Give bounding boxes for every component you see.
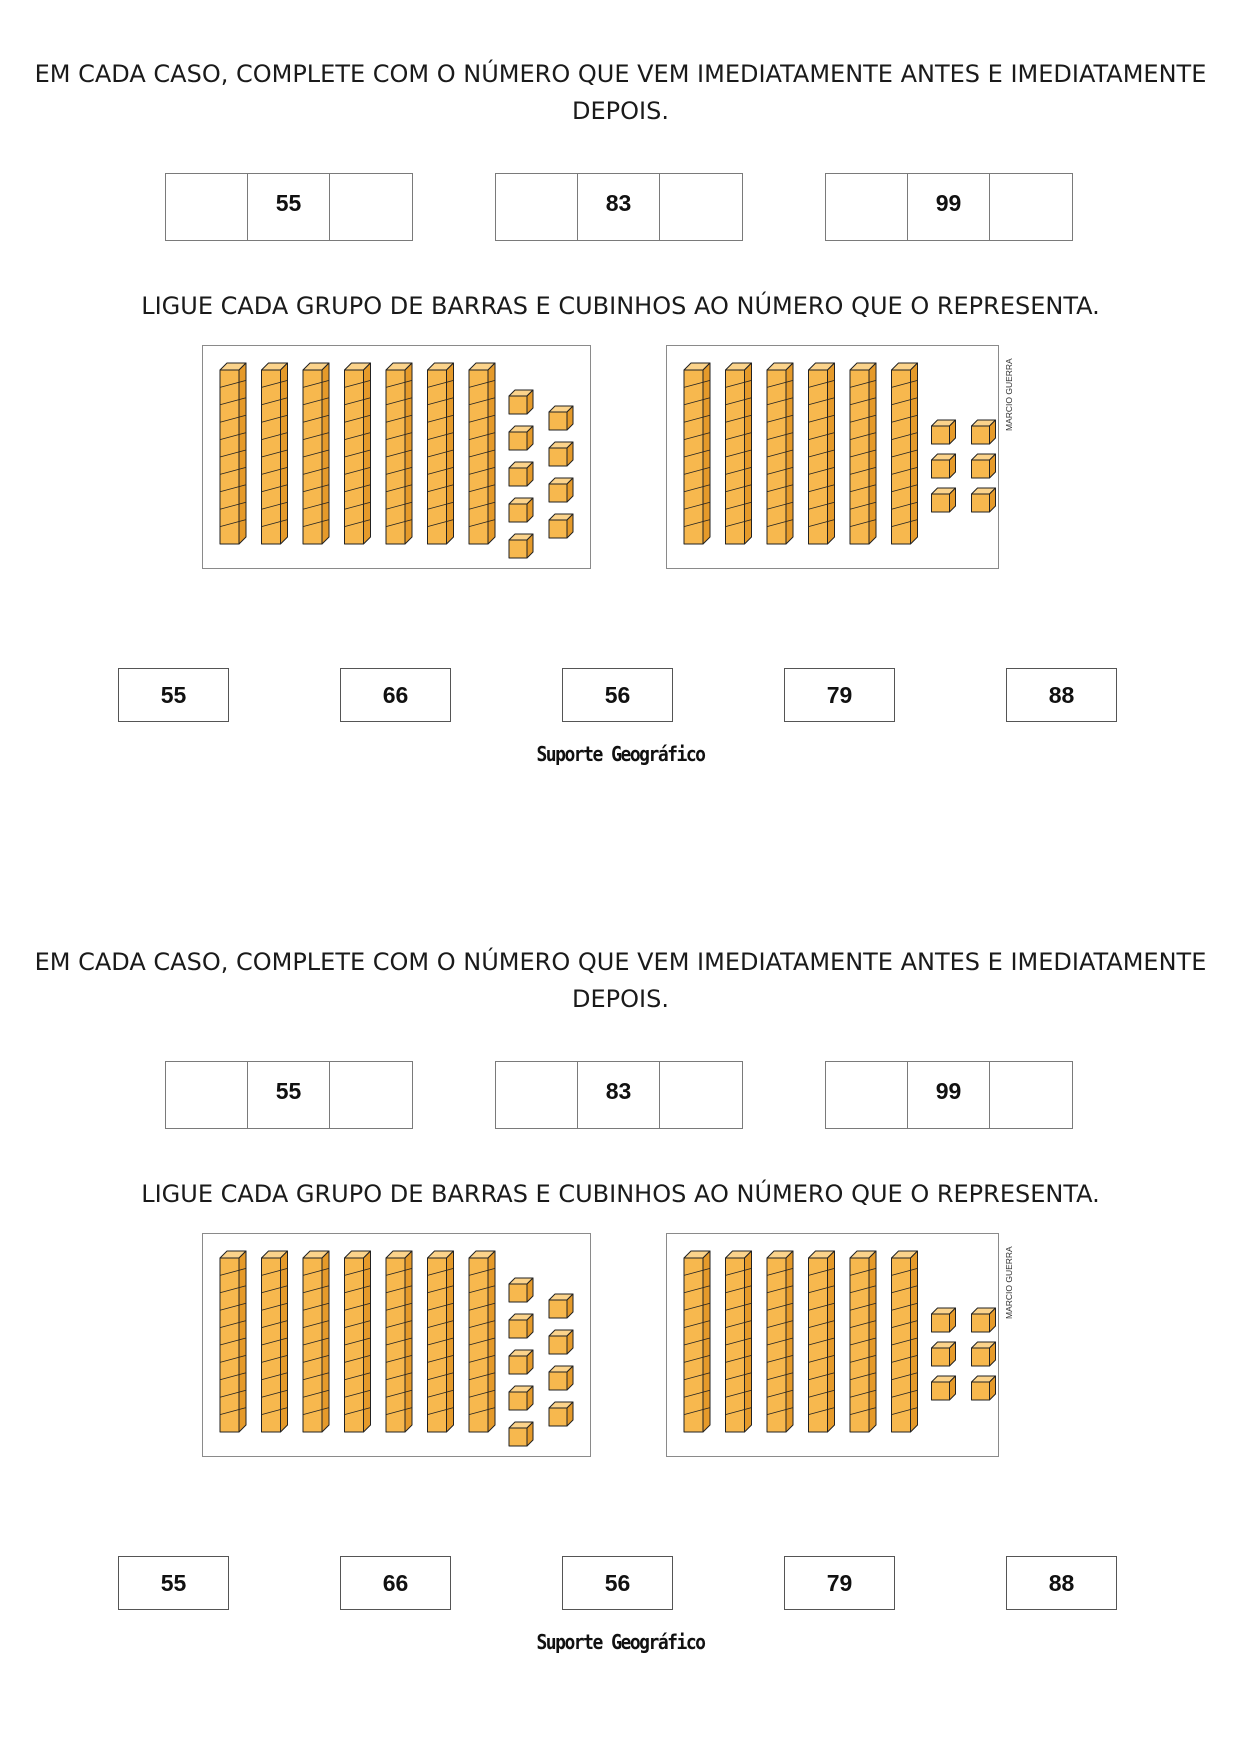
ten-bar-side — [869, 363, 876, 544]
base-ten-blocks-illustration — [667, 1234, 998, 1456]
unit-cube-front — [509, 468, 527, 486]
unit-cube-front — [972, 494, 990, 512]
ten-bar-front — [850, 1258, 869, 1432]
blank-after-input[interactable] — [660, 174, 742, 240]
ten-bar-side — [239, 363, 246, 544]
unit-cube — [509, 1314, 533, 1338]
ten-bar — [767, 1251, 793, 1432]
ten-bar-side — [364, 1251, 371, 1432]
sequence-box — [495, 173, 743, 241]
unit-cube — [972, 1342, 996, 1366]
unit-cube — [932, 1342, 956, 1366]
unit-cube — [549, 406, 573, 430]
ten-bar — [220, 1251, 246, 1432]
unit-cube-front — [509, 1392, 527, 1410]
ten-bar-side — [405, 363, 412, 544]
unit-cube-front — [932, 426, 950, 444]
unit-cube — [509, 1386, 533, 1410]
footer-brand: Suporte Geográfico — [536, 1630, 705, 1655]
unit-cube — [972, 454, 996, 478]
answer-option[interactable]: 79 — [784, 668, 895, 722]
ten-bar-side — [828, 1251, 835, 1432]
answer-option[interactable]: 88 — [1006, 1556, 1117, 1610]
ten-bar-side — [281, 1251, 288, 1432]
unit-cube — [549, 1294, 573, 1318]
blank-before-input[interactable] — [826, 1062, 908, 1128]
sequence-number: 83 — [578, 1062, 660, 1128]
unit-cube — [932, 420, 956, 444]
ten-bar-side — [239, 1251, 246, 1432]
base-ten-blocks-illustration — [203, 346, 590, 568]
worksheet-section — [0, 888, 1241, 1655]
ten-bar-side — [488, 1251, 495, 1432]
ten-bar-side — [405, 1251, 412, 1432]
ten-bar-side — [911, 363, 918, 544]
blank-before-input[interactable] — [496, 1062, 578, 1128]
ten-bar — [469, 1251, 495, 1432]
sequence-number: 55 — [248, 174, 330, 240]
ten-bar-front — [345, 370, 364, 544]
ten-bar — [726, 1251, 752, 1432]
ten-bar — [303, 363, 329, 544]
ten-bar-front — [809, 370, 828, 544]
unit-cube — [549, 514, 573, 538]
unit-cube-front — [972, 1382, 990, 1400]
ten-bar-front — [767, 1258, 786, 1432]
unit-cube-front — [549, 1300, 567, 1318]
unit-cube — [972, 1308, 996, 1332]
ten-bar-side — [322, 363, 329, 544]
unit-cube — [549, 1402, 573, 1426]
unit-cube-front — [932, 494, 950, 512]
unit-cube-front — [509, 504, 527, 522]
ten-bar-front — [684, 370, 703, 544]
ten-bar-front — [262, 370, 281, 544]
sequence-number: 99 — [908, 174, 990, 240]
base-ten-blocks-illustration — [203, 1234, 590, 1456]
base-ten-group-left[interactable] — [202, 345, 591, 569]
sequence-box — [825, 1061, 1073, 1129]
unit-cube-front — [509, 1428, 527, 1446]
ten-bar-front — [850, 370, 869, 544]
unit-cube-front — [509, 540, 527, 558]
unit-cube — [509, 1350, 533, 1374]
unit-cube — [509, 1278, 533, 1302]
unit-cube — [932, 488, 956, 512]
base-ten-group-right[interactable] — [666, 1233, 1014, 1457]
unit-cube-front — [549, 412, 567, 430]
ten-bar-side — [322, 1251, 329, 1432]
ten-bar-front — [892, 1258, 911, 1432]
unit-cube — [549, 1366, 573, 1390]
ten-bar — [220, 363, 246, 544]
unit-cube — [972, 488, 996, 512]
ten-bar — [386, 1251, 412, 1432]
base-ten-blocks-illustration — [667, 346, 998, 568]
blank-after-input[interactable] — [990, 1062, 1072, 1128]
footer-brand: Suporte Geográfico — [536, 742, 705, 767]
ten-bar — [850, 1251, 876, 1432]
ten-bar-front — [469, 1258, 488, 1432]
ten-bar-front — [684, 1258, 703, 1432]
unit-cube-front — [509, 432, 527, 450]
unit-cube — [549, 442, 573, 466]
ten-bar-side — [911, 1251, 918, 1432]
unit-cube — [549, 478, 573, 502]
ten-bar-front — [262, 1258, 281, 1432]
ten-bar-side — [786, 363, 793, 544]
base-ten-group-right[interactable] — [666, 345, 1014, 569]
ten-bar — [262, 363, 288, 544]
unit-cube — [932, 1376, 956, 1400]
instruction-match: LIGUE CADA GRUPO DE BARRAS E CUBINHOS AO NÚMERO QUE O REPRESENTA. — [141, 292, 1100, 320]
unit-cube — [509, 390, 533, 414]
ten-bar — [386, 363, 412, 544]
unit-cube-front — [549, 1408, 567, 1426]
unit-cube — [932, 454, 956, 478]
worksheet-section — [0, 0, 1241, 767]
ten-bar-side — [703, 1251, 710, 1432]
blank-after-input[interactable] — [660, 1062, 742, 1128]
ten-bar — [469, 363, 495, 544]
unit-cube-front — [972, 1348, 990, 1366]
ten-bar-front — [469, 370, 488, 544]
unit-cube — [509, 426, 533, 450]
ten-bar-front — [767, 370, 786, 544]
unit-cube-front — [509, 1356, 527, 1374]
ten-bar — [767, 363, 793, 544]
unit-cube-front — [509, 1320, 527, 1338]
unit-cube-front — [932, 1348, 950, 1366]
answer-option[interactable]: 56 — [562, 668, 673, 722]
ten-bar-side — [281, 363, 288, 544]
ten-bar-side — [447, 1251, 454, 1432]
unit-cube — [972, 1376, 996, 1400]
ten-bar-front — [386, 370, 405, 544]
answer-option[interactable]: 66 — [340, 668, 451, 722]
ten-bar — [684, 1251, 710, 1432]
unit-cube-front — [972, 1314, 990, 1332]
answer-option[interactable]: 88 — [1006, 668, 1117, 722]
instruction-match: LIGUE CADA GRUPO DE BARRAS E CUBINHOS AO NÚMERO QUE O REPRESENTA. — [141, 1180, 1100, 1208]
ten-bar — [809, 363, 835, 544]
ten-bar — [262, 1251, 288, 1432]
unit-cube-front — [549, 1372, 567, 1390]
ten-bar — [345, 1251, 371, 1432]
ten-bar — [892, 363, 918, 544]
ten-bar — [850, 363, 876, 544]
ten-bar-front — [220, 1258, 239, 1432]
answer-option[interactable]: 55 — [118, 668, 229, 722]
ten-bar-side — [488, 363, 495, 544]
unit-cube-front — [932, 1314, 950, 1332]
ten-bar — [345, 363, 371, 544]
sequence-number: 83 — [578, 174, 660, 240]
unit-cube — [932, 1308, 956, 1332]
ten-bar-front — [892, 370, 911, 544]
ten-bar-front — [809, 1258, 828, 1432]
unit-cube — [509, 462, 533, 486]
image-credit: MARCIO GUERRA — [1004, 358, 1014, 431]
instruction-sequence: EM CADA CASO, COMPLETE COM O NÚMERO QUE VEM IMEDIATAMENTE ANTES E IMEDIATAMENTE DEPOIS. — [34, 60, 1207, 125]
unit-cube-front — [549, 520, 567, 538]
unit-cube-front — [509, 1284, 527, 1302]
unit-cube — [972, 420, 996, 444]
ten-bar — [726, 363, 752, 544]
unit-cube-front — [972, 460, 990, 478]
blank-after-input[interactable] — [990, 174, 1072, 240]
ten-bar — [684, 363, 710, 544]
ten-bar — [428, 1251, 454, 1432]
sequence-box — [495, 1061, 743, 1129]
ten-bar-front — [428, 1258, 447, 1432]
sequence-box — [165, 1061, 413, 1129]
sequence-box — [825, 173, 1073, 241]
unit-cube — [509, 534, 533, 558]
unit-cube-front — [549, 1336, 567, 1354]
blank-before-input[interactable] — [166, 174, 248, 240]
ten-bar-side — [745, 1251, 752, 1432]
ten-bar — [809, 1251, 835, 1432]
unit-cube-front — [549, 448, 567, 466]
unit-cube-front — [549, 484, 567, 502]
ten-bar-side — [828, 363, 835, 544]
ten-bar-front — [386, 1258, 405, 1432]
answer-option[interactable]: 55 — [118, 1556, 229, 1610]
ten-bar-front — [220, 370, 239, 544]
ten-bar-side — [745, 363, 752, 544]
ten-bar-front — [726, 370, 745, 544]
base-ten-group-left[interactable] — [202, 1233, 591, 1457]
blank-before-input[interactable] — [166, 1062, 248, 1128]
ten-bar-front — [345, 1258, 364, 1432]
ten-bar-side — [364, 363, 371, 544]
sequence-number: 55 — [248, 1062, 330, 1128]
unit-cube — [509, 498, 533, 522]
blank-after-input[interactable] — [330, 174, 412, 240]
image-credit: MARCIO GUERRA — [1004, 1246, 1014, 1319]
ten-bar-side — [869, 1251, 876, 1432]
answer-option[interactable]: 79 — [784, 1556, 895, 1610]
unit-cube-front — [932, 460, 950, 478]
ten-bar-front — [726, 1258, 745, 1432]
instruction-sequence: EM CADA CASO, COMPLETE COM O NÚMERO QUE VEM IMEDIATAMENTE ANTES E IMEDIATAMENTE DEPOIS. — [34, 948, 1207, 1013]
blank-after-input[interactable] — [330, 1062, 412, 1128]
answer-option[interactable]: 66 — [340, 1556, 451, 1610]
answer-option[interactable]: 56 — [562, 1556, 673, 1610]
ten-bar-side — [703, 363, 710, 544]
ten-bar-side — [786, 1251, 793, 1432]
unit-cube-front — [972, 426, 990, 444]
unit-cube — [509, 1422, 533, 1446]
unit-cube-front — [932, 1382, 950, 1400]
unit-cube — [549, 1330, 573, 1354]
ten-bar-front — [303, 370, 322, 544]
blank-before-input[interactable] — [826, 174, 908, 240]
ten-bar — [428, 363, 454, 544]
ten-bar-side — [447, 363, 454, 544]
blank-before-input[interactable] — [496, 174, 578, 240]
ten-bar — [303, 1251, 329, 1432]
unit-cube-front — [509, 396, 527, 414]
sequence-number: 99 — [908, 1062, 990, 1128]
ten-bar-front — [303, 1258, 322, 1432]
ten-bar — [892, 1251, 918, 1432]
ten-bar-front — [428, 370, 447, 544]
sequence-box — [165, 173, 413, 241]
